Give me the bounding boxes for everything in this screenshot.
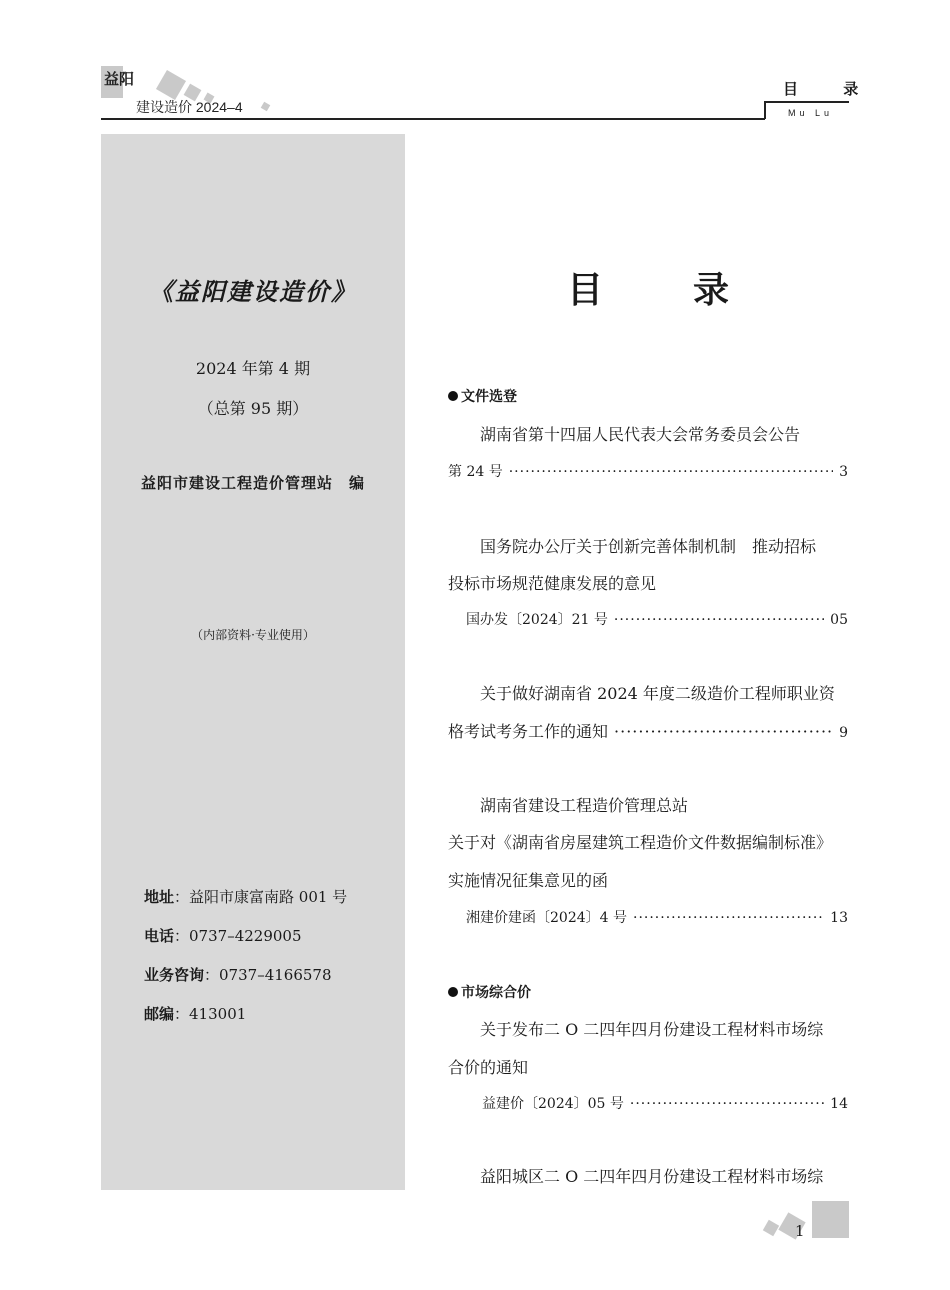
- section-heading: 文件选登: [448, 386, 517, 406]
- toc-entry-title-cont[interactable]: 关于对《湖南省房屋建筑工程造价文件数据编制标准》: [448, 833, 833, 852]
- toc-entry-ref[interactable]: 国办发〔2024〕21 号 ····· 05: [466, 609, 848, 629]
- toc-entry-ref[interactable]: 湘建价建函〔2024〕4 号 ····· 13: [466, 907, 848, 927]
- page-ref: 14: [830, 1096, 848, 1112]
- page-ref: 13: [830, 910, 848, 926]
- bullet-icon: [448, 987, 458, 997]
- footer-page-square: [812, 1201, 849, 1238]
- toc-entry-title-cont[interactable]: 投标市场规范健康发展的意见: [448, 574, 657, 593]
- toc-entry-title[interactable]: 益阳城区二 O 二四年四月份建设工程材料市场综: [480, 1167, 824, 1186]
- toc-entry-title[interactable]: 国务院办公厅关于创新完善体制机制 推动招标: [480, 537, 817, 556]
- leader-dots: [633, 910, 824, 926]
- header-section-pinyin: Mu Lu: [788, 108, 834, 118]
- total-issue-number: （总第 95 期）: [197, 399, 309, 418]
- header-rule-step: [764, 101, 766, 119]
- contact-address: 地址：益阳市康富南路 001 号: [144, 888, 348, 906]
- header-rule: [101, 118, 765, 120]
- toc-entry-title[interactable]: 湖南省第十四届人民代表大会常务委员会公告: [480, 425, 801, 444]
- leader-dots: [509, 464, 833, 480]
- magazine-title: 《益阳建设造价》: [149, 277, 357, 306]
- header-logo-text: 益阳: [104, 70, 135, 88]
- toc-entry-ref[interactable]: 第 24 号 ····· 3: [448, 461, 848, 481]
- toc-heading-char: 目: [566, 270, 603, 311]
- header-publication: 建设造价 2024–4: [136, 99, 243, 115]
- contact-postcode: 邮编：413001: [144, 1005, 247, 1023]
- page-ref: 9: [839, 725, 848, 741]
- footer-deco-square: [763, 1220, 779, 1236]
- contact-business: 业务咨询：0737–4166578: [144, 966, 332, 984]
- leader-dots: [630, 1096, 824, 1112]
- toc-heading-char: 录: [693, 270, 730, 311]
- toc-entry-title[interactable]: 关于发布二 O 二四年四月份建设工程材料市场综: [480, 1020, 824, 1039]
- toc-entry-title-cont[interactable]: 实施情况征集意见的函: [448, 871, 609, 890]
- logo-deco-square: [156, 70, 186, 100]
- toc-entry-title[interactable]: 关于做好湖南省 2024 年度二级造价工程师职业资: [480, 684, 835, 703]
- header-rule-right: [764, 101, 849, 103]
- toc-entry-title-cont[interactable]: 合价的通知: [448, 1058, 529, 1077]
- toc-heading: [448, 262, 848, 313]
- toc-entry-ref[interactable]: 格考试考务工作的通知 ····· 9: [448, 719, 848, 742]
- header-section-title: 目 录: [783, 80, 879, 98]
- page-ref: 05: [830, 612, 848, 628]
- leader-dots: [614, 722, 833, 741]
- page-number: 1: [795, 1222, 805, 1240]
- contact-phone: 电话：0737–4229005: [144, 927, 302, 945]
- publisher: 益阳市建设工程造价管理站 编: [140, 474, 365, 492]
- section-heading: 市场综合价: [448, 982, 531, 1002]
- page-ref: 3: [839, 464, 848, 480]
- leader-dots: [614, 612, 824, 628]
- toc-entry-ref[interactable]: 益建价〔2024〕05 号 ····· 14: [482, 1093, 848, 1113]
- issue-number: 2024 年第 4 期: [195, 359, 311, 378]
- internal-use-note: （内部资料·专业使用）: [191, 628, 315, 642]
- logo-deco-square: [261, 102, 271, 112]
- toc-entry-title[interactable]: 湖南省建设工程造价管理总站: [480, 796, 689, 815]
- bullet-icon: [448, 391, 458, 401]
